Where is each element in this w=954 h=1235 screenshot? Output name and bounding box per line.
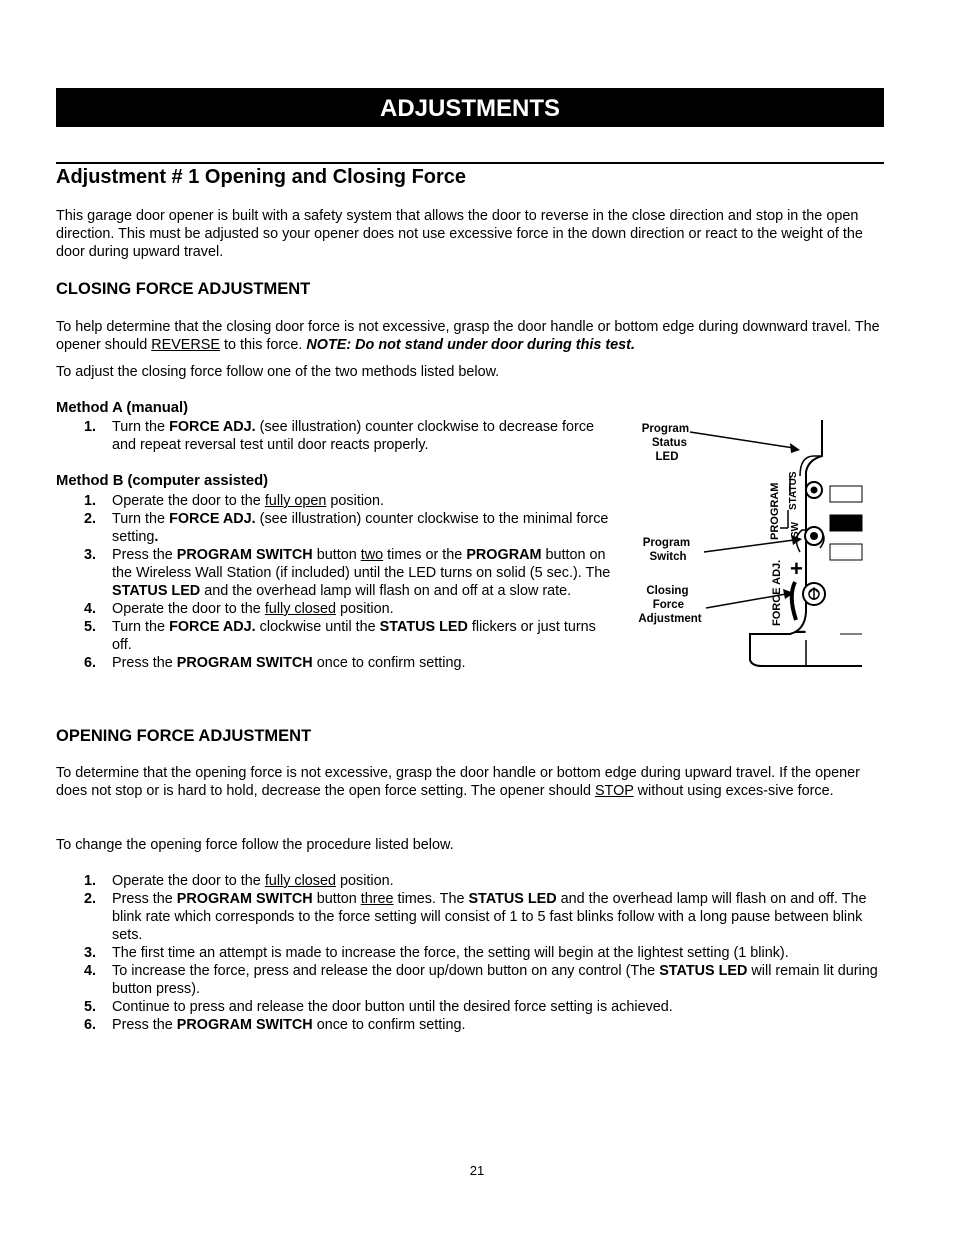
list-item: 3. The first time an attempt is made to increase the force, the setting will begin at the lightest setting (1 blink).: [84, 945, 789, 961]
page-banner: ADJUSTMENTS: [56, 88, 884, 127]
callout-program-switch: Program Switch: [642, 537, 691, 563]
panel-force-label: FORCE ADJ.: [771, 559, 783, 626]
list-item: 5. Continue to press and release the door button until the desired force setting is achieved.: [84, 999, 673, 1015]
list-item: 4. Operate the door to the fully closed position.: [84, 601, 394, 617]
list-item: 5. Turn the FORCE ADJ. clockwise until the STATUS LED flickers or just turns off.: [84, 619, 596, 653]
opening-force-paragraph: To determine that the opening force is not excessive, grasp the door handle or bottom edge during upward travel. If the opener does not stop or is hard to hold, decrease the open force setting. The opener should STOP without using exces-sive force.: [56, 765, 860, 799]
opening-force-title: OPENING FORCE ADJUSTMENT: [56, 727, 312, 745]
callout-program-status-led: Program Status LED: [641, 423, 690, 463]
slot-2: [830, 515, 862, 531]
panel-program-label: PROGRAM: [769, 482, 781, 540]
callout-closing-force-adjustment: Closing Force Adjustment: [638, 585, 702, 625]
opening-steps: [56, 872, 892, 1034]
method-a-title: Method A (manual): [56, 400, 189, 416]
panel-status-label: STATUS: [788, 471, 799, 510]
closing-methods-intro: To adjust the closing force follow one of the two methods listed below.: [56, 364, 500, 380]
slot-3: [830, 544, 862, 560]
list-item: 6. Press the PROGRAM SWITCH once to confirm setting.: [84, 655, 466, 671]
list-item: 2. Press the PROGRAM SWITCH button three times. The STATUS LED and the overhead lamp will flash on and off. The blink rate which corresponds to the force setting will consist of 1 to 5 fast blinks follow with a long pause between blink sets.: [84, 891, 867, 943]
slot-1: [830, 486, 862, 502]
list-item: 4. To increase the force, press and release the door up/down button on any control (The STATUS LED will remain lit during button press).: [84, 963, 878, 997]
list-item: 3. Press the PROGRAM SWITCH button two times or the PROGRAM button on the Wireless Wall Station (if included) until the LED turns on solid (5 sec.). The STATUS LED and the overhead lamp will flash on and off at a slow rate.: [84, 547, 611, 599]
list-item: 1. Operate the door to the fully closed position.: [84, 873, 394, 889]
intro-paragraph: This garage door opener is built with a safety system that allows the door to reverse in the close direction and stop in the open direction. This must be adjusted so your opener does not use excessive force in the down direction or react to the weight of the door during upward travel.: [56, 208, 863, 260]
page-number: 21: [469, 1163, 485, 1178]
panel-sw-label: SW: [790, 521, 801, 538]
section-rule: [56, 162, 884, 164]
closing-force-paragraph: To help determine that the closing door force is not excessive, grasp the door handle or bottom edge during downward travel. The opener should REVERSE to this force. NOTE: Do not stand under door during this test.: [56, 319, 880, 353]
list-item: 6. Press the PROGRAM SWITCH once to confirm setting.: [84, 1017, 466, 1033]
closing-force-title: CLOSING FORCE ADJUSTMENT: [56, 280, 311, 298]
method-a-steps: [56, 418, 616, 454]
list-item: 2. Turn the FORCE ADJ. (see illustration) counter clockwise to the minimal force setting.: [84, 511, 609, 545]
opening-procedure-intro: To change the opening force follow the procedure listed below.: [56, 837, 454, 853]
list-item: 1. Turn the FORCE ADJ. (see illustration) counter clockwise to decrease force and repeat reversal test until door reacts properly.: [84, 419, 595, 453]
list-item: 1. Operate the door to the fully open position.: [84, 493, 385, 509]
minus-sign: –: [794, 618, 807, 643]
adjust-direction-mark: [792, 582, 796, 620]
section-heading: Adjustment # 1 Opening and Closing Force: [56, 166, 467, 188]
plus-sign: +: [790, 556, 803, 581]
control-panel-illustration: [630, 412, 875, 672]
method-b-steps: [56, 492, 618, 672]
method-b-title: Method B (computer assisted): [56, 473, 269, 489]
